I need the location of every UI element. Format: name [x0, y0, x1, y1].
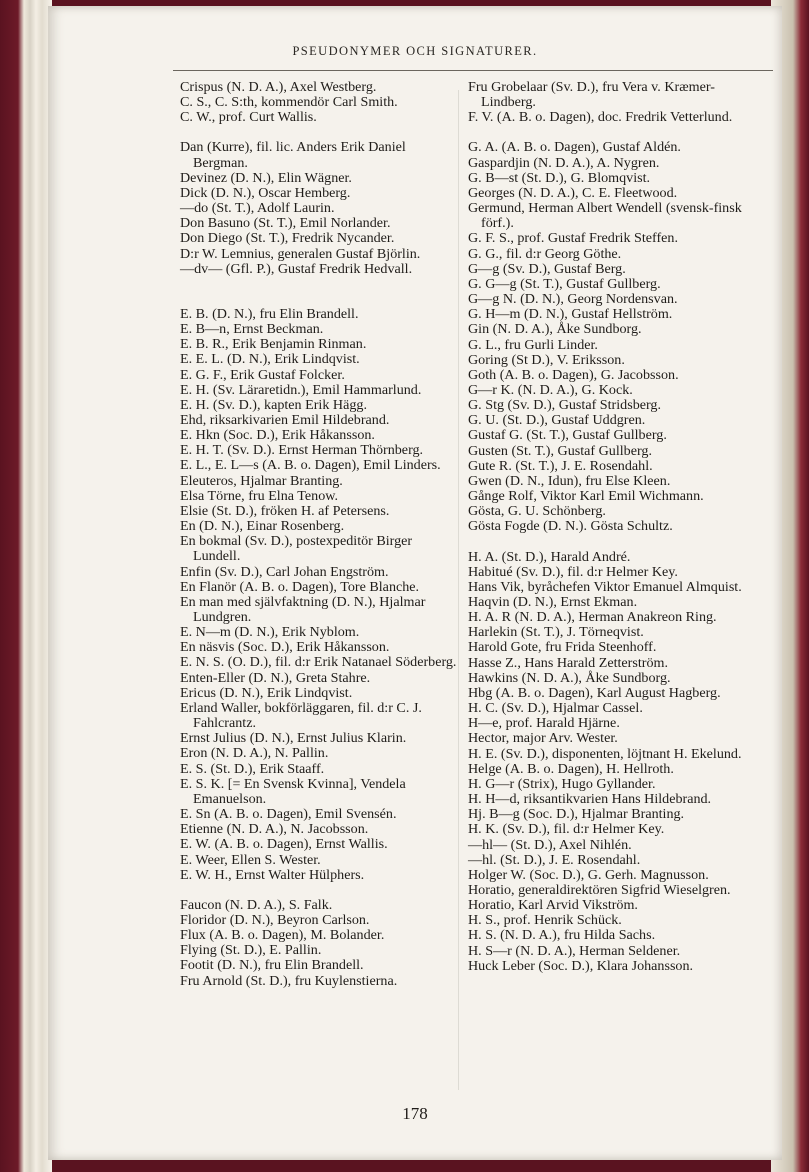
index-entry: Flying (St. D.), E. Pallin.: [180, 942, 322, 959]
index-entry: —hl. (St. D.), J. E. Rosendahl.: [468, 851, 641, 868]
index-entry: C. S., C. S:th, kommendör Carl Smith.: [180, 94, 398, 111]
index-entry: E. H. T. (Sv. D.). Ernst Herman Thörnberg.: [180, 442, 424, 459]
index-entry: Harlekin (St. T.), J. Törneqvist.: [468, 624, 644, 641]
entry-gap: [180, 883, 462, 898]
right-column: [468, 80, 750, 974]
index-entry: E. S. K. [= En Svensk Kvinna], Vendela Emanuelson.: [180, 775, 406, 807]
index-entry: H. S—r (N. D. A.), Herman Seldener.: [468, 942, 681, 959]
entry-gap: [468, 125, 750, 140]
left-column: [180, 80, 462, 989]
index-entry: Holger W. (Soc. D.), G. Gerh. Magnusson.: [468, 866, 709, 883]
index-entry: Gusten (St. T.), Gustaf Gullberg.: [468, 442, 652, 459]
index-entry: Gustaf G. (St. T.), Gustaf Gullberg.: [468, 427, 667, 444]
index-entry: Enfin (Sv. D.), Carl Johan Engström.: [180, 563, 389, 580]
index-entry: Hbg (A. B. o. Dagen), Karl August Hagberg.: [468, 684, 721, 701]
index-entry: E. Hkn (Soc. D.), Erik Håkansson.: [180, 427, 375, 444]
index-entry: Gute R. (St. T.), J. E. Rosendahl.: [468, 457, 653, 474]
index-entry: Dick (D. N.), Oscar Hemberg.: [180, 184, 351, 201]
index-entry: Germund, Herman Albert Wendell (svensk-finsk förf.).: [468, 200, 742, 232]
index-entry: Horatio, generaldirektören Sigfrid Wieselgren.: [468, 881, 731, 898]
index-entry: H. H—d, riksantikvarien Hans Hildebrand.: [468, 791, 712, 808]
entry-gap: [468, 535, 750, 550]
index-entry: Hj. B—g (Soc. D.), Hjalmar Branting.: [468, 806, 685, 823]
index-entry: Eleuteros, Hjalmar Branting.: [180, 472, 343, 489]
index-entry: Hasse Z., Hans Harald Zetterström.: [468, 654, 668, 671]
index-entry: G. L., fru Gurli Linder.: [468, 336, 598, 353]
index-entry: Don Diego (St. T.), Fredrik Nycander.: [180, 230, 395, 247]
index-entry: Erland Waller, bokförläggaren, fil. d:r C. J. Fahlcrantz.: [180, 699, 422, 732]
index-entry: G. G—g (St. T.), Gustaf Gullberg.: [468, 275, 661, 292]
index-entry: H. K. (Sv. D.), fil. d:r Helmer Key.: [468, 821, 665, 838]
index-entry: E. N—m (D. N.), Erik Nyblom.: [180, 624, 360, 641]
index-entry: Horatio, Karl Arvid Vikström.: [468, 897, 638, 914]
index-entry: Don Basuno (St. T.), Emil Norlander.: [180, 215, 391, 232]
index-entry: E. W. H., Ernst Walter Hülphers.: [180, 866, 365, 883]
index-entry: G. Stg (Sv. D.), Gustaf Stridsberg.: [468, 397, 662, 414]
index-entry: Elsie (St. D.), fröken H. af Petersens.: [180, 502, 390, 519]
index-entry: H. S., prof. Henrik Schück.: [468, 912, 622, 929]
index-entry: E. N. S. (O. D.), fil. d:r Erik Natanael Söderberg.: [180, 654, 457, 671]
index-entry: G. U. (St. D.), Gustaf Uddgren.: [468, 412, 646, 429]
index-entry: G—r K. (N. D. A.), G. Kock.: [468, 381, 633, 398]
index-entry: Hawkins (N. D. A.), Åke Sundborg.: [468, 669, 671, 686]
index-entry: Helge (A. B. o. Dagen), H. Hellroth.: [468, 760, 674, 777]
page-number: 178: [402, 1104, 428, 1123]
index-entry: Goring (St D.), V. Eriksson.: [468, 351, 625, 368]
index-entry: F. V. (A. B. o. Dagen), doc. Fredrik Vetterlund.: [468, 109, 733, 126]
index-entry: Gösta, G. U. Schönberg.: [468, 503, 606, 520]
index-entry: H. A. (St. D.), Harald André.: [468, 548, 631, 565]
index-entry: D:r W. Lemnius, generalen Gustaf Björlin.: [180, 245, 421, 262]
book-edge-left: [0, 0, 52, 1172]
book-page: [48, 6, 782, 1160]
index-entry: Fru Arnold (St. D.), fru Kuylenstierna.: [180, 972, 398, 989]
index-entry: —dv— (Gfl. P.), Gustaf Fredrik Hedvall.: [180, 260, 413, 277]
index-entry: Habitué (Sv. D.), fil. d:r Helmer Key.: [468, 563, 678, 580]
index-entry: Harold Gote, fru Frida Steenhoff.: [468, 639, 657, 656]
running-head: PSEUDONYMER OCH SIGNATURER.: [292, 44, 538, 58]
index-entry: E. Sn (A. B. o. Dagen), Emil Svensén.: [180, 806, 397, 823]
index-entry: En man med självfaktning (D. N.), Hjalmar Lundgren.: [180, 593, 426, 625]
index-entry: E. L., E. L—s (A. B. o. Dagen), Emil Linders.: [180, 457, 441, 474]
index-entry: E. W. (A. B. o. Dagen), Ernst Wallis.: [180, 836, 388, 853]
index-entry: G—g N. (D. N.), Georg Nordensvan.: [468, 291, 678, 308]
index-entry: Flux (A. B. o. Dagen), M. Bolander.: [180, 927, 385, 944]
index-entry: Ericus (D. N.), Erik Lindqvist.: [180, 684, 353, 701]
index-entry: E. E. L. (D. N.), Erik Lindqvist.: [180, 351, 360, 368]
index-entry: E. H. (Sv. Läraretidn.), Emil Hammarlund.: [180, 381, 422, 398]
index-entry: Georges (N. D. A.), C. E. Fleetwood.: [468, 184, 678, 201]
header-rule: [173, 70, 773, 71]
index-entry: Gaspardjin (N. D. A.), A. Nygren.: [468, 154, 660, 171]
index-entry: G—g (Sv. D.), Gustaf Berg.: [468, 260, 626, 277]
index-entry: G. A. (A. B. o. Dagen), Gustaf Aldén.: [468, 139, 681, 156]
index-entry: Dan (Kurre), fil. lic. Anders Erik Daniel Bergman.: [180, 139, 406, 171]
index-entry: E. B. (D. N.), fru Elin Brandell.: [180, 305, 359, 322]
index-entry: Hector, major Arv. Wester.: [468, 730, 618, 747]
index-entry: H. G—r (Strix), Hugo Gyllander.: [468, 775, 656, 792]
index-entry: En Flanör (A. B. o. Dagen), Tore Blanche.: [180, 578, 420, 595]
index-entry: H—e, prof. Harald Hjärne.: [468, 715, 620, 732]
index-entry: Gösta Fogde (D. N.). Gösta Schultz.: [468, 518, 673, 535]
index-entry: Ernst Julius (D. N.), Ernst Julius Klarin.: [180, 730, 407, 747]
index-entry: Fru Grobelaar (Sv. D.), fru Vera v. Kræmer-Lindberg.: [468, 79, 715, 111]
index-entry: En (D. N.), Einar Rosenberg.: [180, 518, 345, 535]
index-entry: Huck Leber (Soc. D.), Klara Johansson.: [468, 957, 694, 974]
index-entry: Eron (N. D. A.), N. Pallin.: [180, 745, 329, 762]
index-entry: Gånge Rolf, Viktor Karl Emil Wichmann.: [468, 488, 704, 505]
entry-gap: [180, 277, 462, 292]
index-entry: Hans Vik, byråchefen Viktor Emanuel Almquist.: [468, 578, 742, 595]
index-entry: E. B. R., Erik Benjamin Rinman.: [180, 336, 367, 353]
index-entry: Floridor (D. N.), Beyron Carlson.: [180, 911, 370, 928]
index-entry: Goth (A. B. o. Dagen), G. Jacobsson.: [468, 366, 679, 383]
index-entry: E. G. F., Erik Gustaf Folcker.: [180, 366, 345, 383]
index-entry: C. W., prof. Curt Wallis.: [180, 109, 317, 126]
index-entry: G. F. S., prof. Gustaf Fredrik Steffen.: [468, 230, 678, 247]
index-entry: En bokmal (Sv. D.), postexpeditör Birger Lundell.: [180, 533, 413, 565]
index-entry: H. E. (Sv. D.), disponenten, löjtnant H. Ekelund.: [468, 745, 742, 762]
index-entry: E. S. (St. D.), Erik Staaff.: [180, 760, 325, 777]
index-entry: Faucon (N. D. A.), S. Falk.: [180, 896, 333, 913]
index-entry: G. H—m (D. N.), Gustaf Hellström.: [468, 306, 673, 323]
index-entry: E. H. (Sv. D.), kapten Erik Hägg.: [180, 396, 367, 413]
entry-gap: [180, 125, 462, 140]
index-entry: —do (St. T.), Adolf Laurin.: [180, 200, 335, 217]
index-entry: H. C. (Sv. D.), Hjalmar Cassel.: [468, 700, 643, 717]
index-entry: G. B—st (St. D.), G. Blomqvist.: [468, 169, 651, 186]
index-entry: G. G., fil. d:r Georg Göthe.: [468, 245, 622, 262]
index-entry: Crispus (N. D. A.), Axel Westberg.: [180, 79, 377, 95]
index-entry: En näsvis (Soc. D.), Erik Håkansson.: [180, 639, 390, 656]
index-entry: —hl— (St. D.), Axel Nihlén.: [468, 836, 632, 853]
index-entry: Footit (D. N.), fru Elin Brandell.: [180, 957, 364, 974]
index-entry: H. S. (N. D. A.), fru Hilda Sachs.: [468, 927, 656, 944]
index-entry: E. B—n, Ernst Beckman.: [180, 321, 324, 338]
index-entry: Ehd, riksarkivarien Emil Hildebrand.: [180, 411, 390, 428]
index-entry: Enten-Eller (D. N.), Greta Stahre.: [180, 669, 371, 686]
index-entry: H. A. R (N. D. A.), Herman Anakreon Ring.: [468, 609, 717, 626]
index-entry: Etienne (N. D. A.), N. Jacobsson.: [180, 821, 369, 838]
index-entry: Elsa Törne, fru Elna Tenow.: [180, 487, 339, 504]
index-entry: Haqvin (D. N.), Ernst Ekman.: [468, 594, 638, 610]
index-entry: E. Weer, Ellen S. Wester.: [180, 851, 321, 868]
index-entry: Gin (N. D. A.), Åke Sundborg.: [468, 321, 642, 338]
entry-gap: [180, 292, 462, 307]
index-entry: Gwen (D. N., Idun), fru Else Kleen.: [468, 472, 671, 489]
index-entry: Devinez (D. N.), Elin Wägner.: [180, 169, 352, 186]
